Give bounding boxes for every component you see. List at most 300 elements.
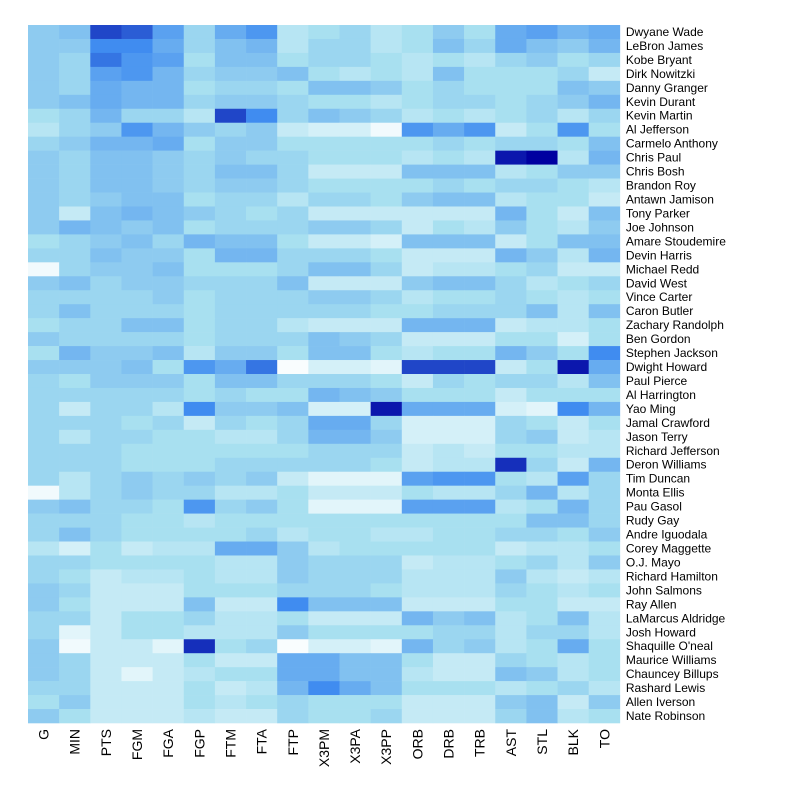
row-label: Devin Harris [625, 248, 692, 263]
heatmap-cell [340, 81, 371, 95]
heatmap-cell [371, 514, 402, 528]
heatmap-cell [90, 430, 121, 444]
heatmap-cell [371, 542, 402, 556]
heatmap-cell [121, 262, 152, 276]
heatmap-cell [184, 360, 215, 374]
heatmap-cell [402, 667, 433, 681]
heatmap-cell [184, 472, 215, 486]
heatmap-cell [28, 416, 59, 430]
heatmap-cell [28, 25, 59, 39]
heatmap-cell [121, 304, 152, 318]
heatmap-cell [59, 67, 90, 81]
heatmap-cell [28, 653, 59, 667]
heatmap-cell [464, 290, 495, 304]
heatmap-cell [184, 332, 215, 346]
row-label: LeBron James [625, 38, 704, 53]
heatmap-cell [340, 430, 371, 444]
heatmap-cell [402, 472, 433, 486]
heatmap-cell [558, 639, 589, 653]
heatmap-cell [153, 81, 184, 95]
heatmap-cell [340, 53, 371, 67]
heatmap-cell [28, 500, 59, 514]
heatmap-cell [308, 542, 339, 556]
heatmap-cell [589, 318, 620, 332]
heatmap-cell [340, 528, 371, 542]
heatmap-cell [246, 514, 277, 528]
heatmap-cell [495, 137, 526, 151]
heatmap-cell [308, 151, 339, 165]
row-label: Al Jefferson [625, 122, 690, 137]
heatmap-cell [495, 360, 526, 374]
heatmap-cell [153, 346, 184, 360]
heatmap-cell [90, 95, 121, 109]
heatmap-cell [464, 81, 495, 95]
heatmap-cell [402, 542, 433, 556]
heatmap-cell [526, 486, 557, 500]
heatmap-cell [59, 681, 90, 695]
heatmap-cell [59, 653, 90, 667]
row-label: Stephen Jackson [625, 346, 718, 361]
heatmap-cell [277, 500, 308, 514]
heatmap-cell [464, 304, 495, 318]
heatmap-cell [59, 123, 90, 137]
heatmap-cell [495, 67, 526, 81]
heatmap-cell [589, 695, 620, 709]
heatmap-cell [308, 583, 339, 597]
row-label: Tim Duncan [625, 471, 691, 486]
heatmap-cell [121, 416, 152, 430]
heatmap-cell [184, 555, 215, 569]
heatmap-cell [59, 137, 90, 151]
heatmap-cell [215, 500, 246, 514]
heatmap-cell [215, 583, 246, 597]
heatmap-cell [558, 555, 589, 569]
heatmap-cell [589, 262, 620, 276]
heatmap-cell [340, 625, 371, 639]
heatmap-cell [90, 514, 121, 528]
heatmap-cell [184, 206, 215, 220]
heatmap-cell [526, 569, 557, 583]
heatmap-cell [495, 709, 526, 723]
heatmap-cell [558, 695, 589, 709]
row-label: Danny Granger [625, 80, 708, 95]
heatmap-cell [558, 151, 589, 165]
heatmap-cell [28, 81, 59, 95]
heatmap-cell [589, 555, 620, 569]
heatmap-cell [59, 95, 90, 109]
heatmap-cell [308, 597, 339, 611]
heatmap-cell [121, 193, 152, 207]
heatmap-cell [589, 193, 620, 207]
heatmap-cell [464, 388, 495, 402]
heatmap-cell [402, 25, 433, 39]
heatmap-cell [589, 220, 620, 234]
heatmap-cell [558, 290, 589, 304]
heatmap-cell [184, 234, 215, 248]
heatmap-cell [526, 95, 557, 109]
heatmap-cell [59, 611, 90, 625]
heatmap-cell [246, 123, 277, 137]
heatmap-cell [308, 709, 339, 723]
heatmap-cell [184, 486, 215, 500]
heatmap-cell [526, 416, 557, 430]
heatmap-cell [215, 346, 246, 360]
heatmap-cell [495, 625, 526, 639]
heatmap-cell [371, 165, 402, 179]
heatmap-cell [589, 611, 620, 625]
heatmap-cell [90, 583, 121, 597]
heatmap-cell [308, 67, 339, 81]
heatmap-cell [28, 444, 59, 458]
heatmap-cell [215, 67, 246, 81]
heatmap-cell [495, 318, 526, 332]
heatmap-cell [308, 193, 339, 207]
heatmap-cell [371, 486, 402, 500]
heatmap-cell [308, 625, 339, 639]
row-label: Josh Howard [625, 625, 696, 640]
heatmap-cell [464, 234, 495, 248]
heatmap-cell [59, 402, 90, 416]
heatmap-cell [526, 304, 557, 318]
heatmap-cell [215, 332, 246, 346]
heatmap-cell [589, 67, 620, 81]
heatmap-cell [526, 262, 557, 276]
heatmap-cell [184, 458, 215, 472]
heatmap-cell [153, 165, 184, 179]
heatmap-cell [340, 402, 371, 416]
heatmap-cell [184, 276, 215, 290]
heatmap-cell [340, 332, 371, 346]
heatmap-cell [121, 81, 152, 95]
heatmap-cell [215, 486, 246, 500]
heatmap-cell [28, 611, 59, 625]
heatmap-cell [589, 360, 620, 374]
heatmap-cell [215, 123, 246, 137]
heatmap-cell [589, 709, 620, 723]
heatmap-cell [246, 653, 277, 667]
heatmap-cell [59, 234, 90, 248]
heatmap-cell [153, 374, 184, 388]
heatmap-cell [184, 53, 215, 67]
heatmap-cell [495, 542, 526, 556]
heatmap-cell [59, 290, 90, 304]
heatmap-cell [558, 262, 589, 276]
heatmap-cell [433, 625, 464, 639]
heatmap-cell [59, 276, 90, 290]
heatmap-cell [277, 374, 308, 388]
heatmap-cell [589, 276, 620, 290]
heatmap-cell [90, 151, 121, 165]
heatmap-cell [558, 569, 589, 583]
heatmap-cell [464, 67, 495, 81]
heatmap-cell [59, 625, 90, 639]
heatmap-cell [558, 318, 589, 332]
heatmap-cell [59, 430, 90, 444]
heatmap-cell [90, 542, 121, 556]
heatmap-cell [184, 346, 215, 360]
heatmap-cell [277, 248, 308, 262]
heatmap-cell [433, 67, 464, 81]
heatmap-cell [153, 234, 184, 248]
row-label: Carmelo Anthony [625, 136, 718, 151]
heatmap-cell [340, 165, 371, 179]
heatmap-cell [464, 555, 495, 569]
heatmap-cell [59, 583, 90, 597]
heatmap-cell [433, 276, 464, 290]
heatmap-cell [526, 681, 557, 695]
heatmap-cell [495, 681, 526, 695]
heatmap-cell [558, 123, 589, 137]
heatmap-cell [308, 695, 339, 709]
heatmap-cell [402, 193, 433, 207]
heatmap-cell [558, 709, 589, 723]
heatmap-cell [526, 374, 557, 388]
row-label: Rashard Lewis [625, 681, 706, 696]
row-label: LaMarcus Aldridge [625, 611, 726, 626]
heatmap-cell [277, 695, 308, 709]
heatmap-cell [433, 39, 464, 53]
heatmap-cell [184, 151, 215, 165]
heatmap-cell [90, 206, 121, 220]
heatmap-cell [153, 597, 184, 611]
heatmap-cell [308, 416, 339, 430]
heatmap-cell [90, 262, 121, 276]
heatmap-cell [371, 206, 402, 220]
heatmap-cell [153, 416, 184, 430]
heatmap-cell [246, 346, 277, 360]
heatmap-cell [121, 486, 152, 500]
heatmap-cell [558, 137, 589, 151]
heatmap-cell [215, 109, 246, 123]
column-label: ORB [409, 729, 426, 760]
heatmap-cell [340, 569, 371, 583]
heatmap-cell [153, 486, 184, 500]
heatmap-cell [184, 109, 215, 123]
heatmap-cell [526, 137, 557, 151]
heatmap-cell [121, 555, 152, 569]
heatmap-cell [464, 346, 495, 360]
heatmap-cell [495, 528, 526, 542]
heatmap-cell [59, 81, 90, 95]
heatmap-cell [277, 262, 308, 276]
heatmap-cell [308, 611, 339, 625]
heatmap-cell [90, 81, 121, 95]
heatmap-cell [589, 234, 620, 248]
heatmap-cell [433, 206, 464, 220]
heatmap-cell [495, 262, 526, 276]
heatmap-cell [495, 430, 526, 444]
heatmap-cell [215, 304, 246, 318]
heatmap-cell [184, 681, 215, 695]
heatmap-cell [433, 388, 464, 402]
heatmap-cell [495, 39, 526, 53]
heatmap-cell [246, 290, 277, 304]
heatmap-cell [246, 500, 277, 514]
heatmap-cell [589, 542, 620, 556]
heatmap-cell [277, 639, 308, 653]
heatmap-cell [495, 458, 526, 472]
heatmap-cell [90, 234, 121, 248]
heatmap-cell [277, 276, 308, 290]
heatmap-cell [464, 360, 495, 374]
heatmap-cell [215, 81, 246, 95]
heatmap-cell [246, 53, 277, 67]
heatmap-cell [402, 290, 433, 304]
heatmap-cell [589, 458, 620, 472]
heatmap-cell [28, 625, 59, 639]
heatmap-cell [433, 53, 464, 67]
heatmap-cell [464, 500, 495, 514]
heatmap-cell [371, 193, 402, 207]
heatmap-cell [558, 109, 589, 123]
heatmap-cell [153, 625, 184, 639]
heatmap-cell [589, 95, 620, 109]
heatmap-cell [433, 248, 464, 262]
column-label: TRB [471, 729, 488, 757]
heatmap-cell [90, 555, 121, 569]
heatmap-cell [90, 458, 121, 472]
heatmap-cell [402, 681, 433, 695]
heatmap-cell [433, 137, 464, 151]
heatmap-cell [28, 290, 59, 304]
heatmap-cell [495, 695, 526, 709]
heatmap-cell [558, 472, 589, 486]
heatmap-cell [215, 25, 246, 39]
heatmap-cell [90, 25, 121, 39]
heatmap-cell [589, 388, 620, 402]
heatmap-cell [90, 695, 121, 709]
heatmap-cell [526, 430, 557, 444]
heatmap-cell [464, 220, 495, 234]
heatmap-cell [121, 179, 152, 193]
heatmap-cell [153, 95, 184, 109]
heatmap-cell [121, 123, 152, 137]
heatmap-cell [184, 514, 215, 528]
heatmap-cell [371, 95, 402, 109]
heatmap-cell [246, 542, 277, 556]
heatmap-cell [277, 667, 308, 681]
heatmap-cell [558, 583, 589, 597]
heatmap-cell [153, 262, 184, 276]
heatmap-cell [433, 514, 464, 528]
heatmap-cell [558, 304, 589, 318]
heatmap-cell [184, 179, 215, 193]
heatmap-cell [215, 206, 246, 220]
heatmap-cell [433, 583, 464, 597]
heatmap-cell [402, 625, 433, 639]
heatmap-cell [184, 248, 215, 262]
heatmap-cell [340, 206, 371, 220]
heatmap-cell [464, 262, 495, 276]
heatmap-cell [90, 290, 121, 304]
heatmap-cell [402, 346, 433, 360]
heatmap-cell [402, 639, 433, 653]
heatmap-cell [308, 528, 339, 542]
row-label: Yao Ming [625, 401, 676, 416]
heatmap-cell [340, 25, 371, 39]
heatmap-cell [90, 486, 121, 500]
heatmap-cell [277, 360, 308, 374]
heatmap-cell [184, 569, 215, 583]
heatmap-cell [59, 53, 90, 67]
heatmap-cell [464, 639, 495, 653]
row-label: Al Harrington [625, 387, 696, 402]
heatmap-cell [246, 95, 277, 109]
column-label: AST [502, 729, 519, 757]
heatmap-cell [153, 444, 184, 458]
heatmap-cell [589, 346, 620, 360]
heatmap-cell [28, 667, 59, 681]
heatmap-cell [340, 500, 371, 514]
heatmap-cell [59, 318, 90, 332]
heatmap-cell [277, 220, 308, 234]
heatmap-cell [308, 304, 339, 318]
heatmap-cell [121, 220, 152, 234]
heatmap-cell [121, 625, 152, 639]
heatmap-cell [153, 583, 184, 597]
heatmap-cell [246, 472, 277, 486]
heatmap-cell [90, 528, 121, 542]
heatmap-cell [121, 332, 152, 346]
heatmap-cell [433, 179, 464, 193]
heatmap-cell [215, 53, 246, 67]
heatmap-cell [28, 248, 59, 262]
heatmap-cell [558, 542, 589, 556]
heatmap-cell [90, 109, 121, 123]
heatmap-cell [340, 374, 371, 388]
heatmap-cell [121, 653, 152, 667]
row-label: Allen Iverson [625, 695, 696, 710]
heatmap-cell [495, 346, 526, 360]
heatmap-cell [90, 653, 121, 667]
heatmap-cell [184, 542, 215, 556]
heatmap-cell [28, 360, 59, 374]
heatmap-cell [526, 165, 557, 179]
heatmap-cell [215, 388, 246, 402]
heatmap-cell [402, 709, 433, 723]
heatmap-cell [153, 388, 184, 402]
heatmap-cell [589, 179, 620, 193]
heatmap-cell [371, 67, 402, 81]
heatmap-cell [402, 597, 433, 611]
heatmap-cell [215, 318, 246, 332]
heatmap-cell [308, 639, 339, 653]
heatmap-cell [526, 25, 557, 39]
heatmap-cell [184, 318, 215, 332]
heatmap-cell [340, 179, 371, 193]
heatmap-cell [308, 25, 339, 39]
heatmap-cell [277, 653, 308, 667]
heatmap-cell [340, 695, 371, 709]
heatmap-cell [215, 95, 246, 109]
heatmap-cell [371, 597, 402, 611]
heatmap-cell [464, 165, 495, 179]
heatmap-cell [495, 472, 526, 486]
heatmap-cell [246, 430, 277, 444]
heatmap-cell [277, 123, 308, 137]
heatmap-cell [277, 137, 308, 151]
heatmap-cell [464, 39, 495, 53]
heatmap-cell [246, 444, 277, 458]
row-label: Kevin Martin [625, 108, 693, 123]
heatmap-cell [246, 193, 277, 207]
heatmap-cell [526, 123, 557, 137]
heatmap-cell [433, 416, 464, 430]
heatmap-cell [402, 416, 433, 430]
heatmap-cell [308, 276, 339, 290]
heatmap-cell [526, 39, 557, 53]
heatmap-cell [589, 528, 620, 542]
